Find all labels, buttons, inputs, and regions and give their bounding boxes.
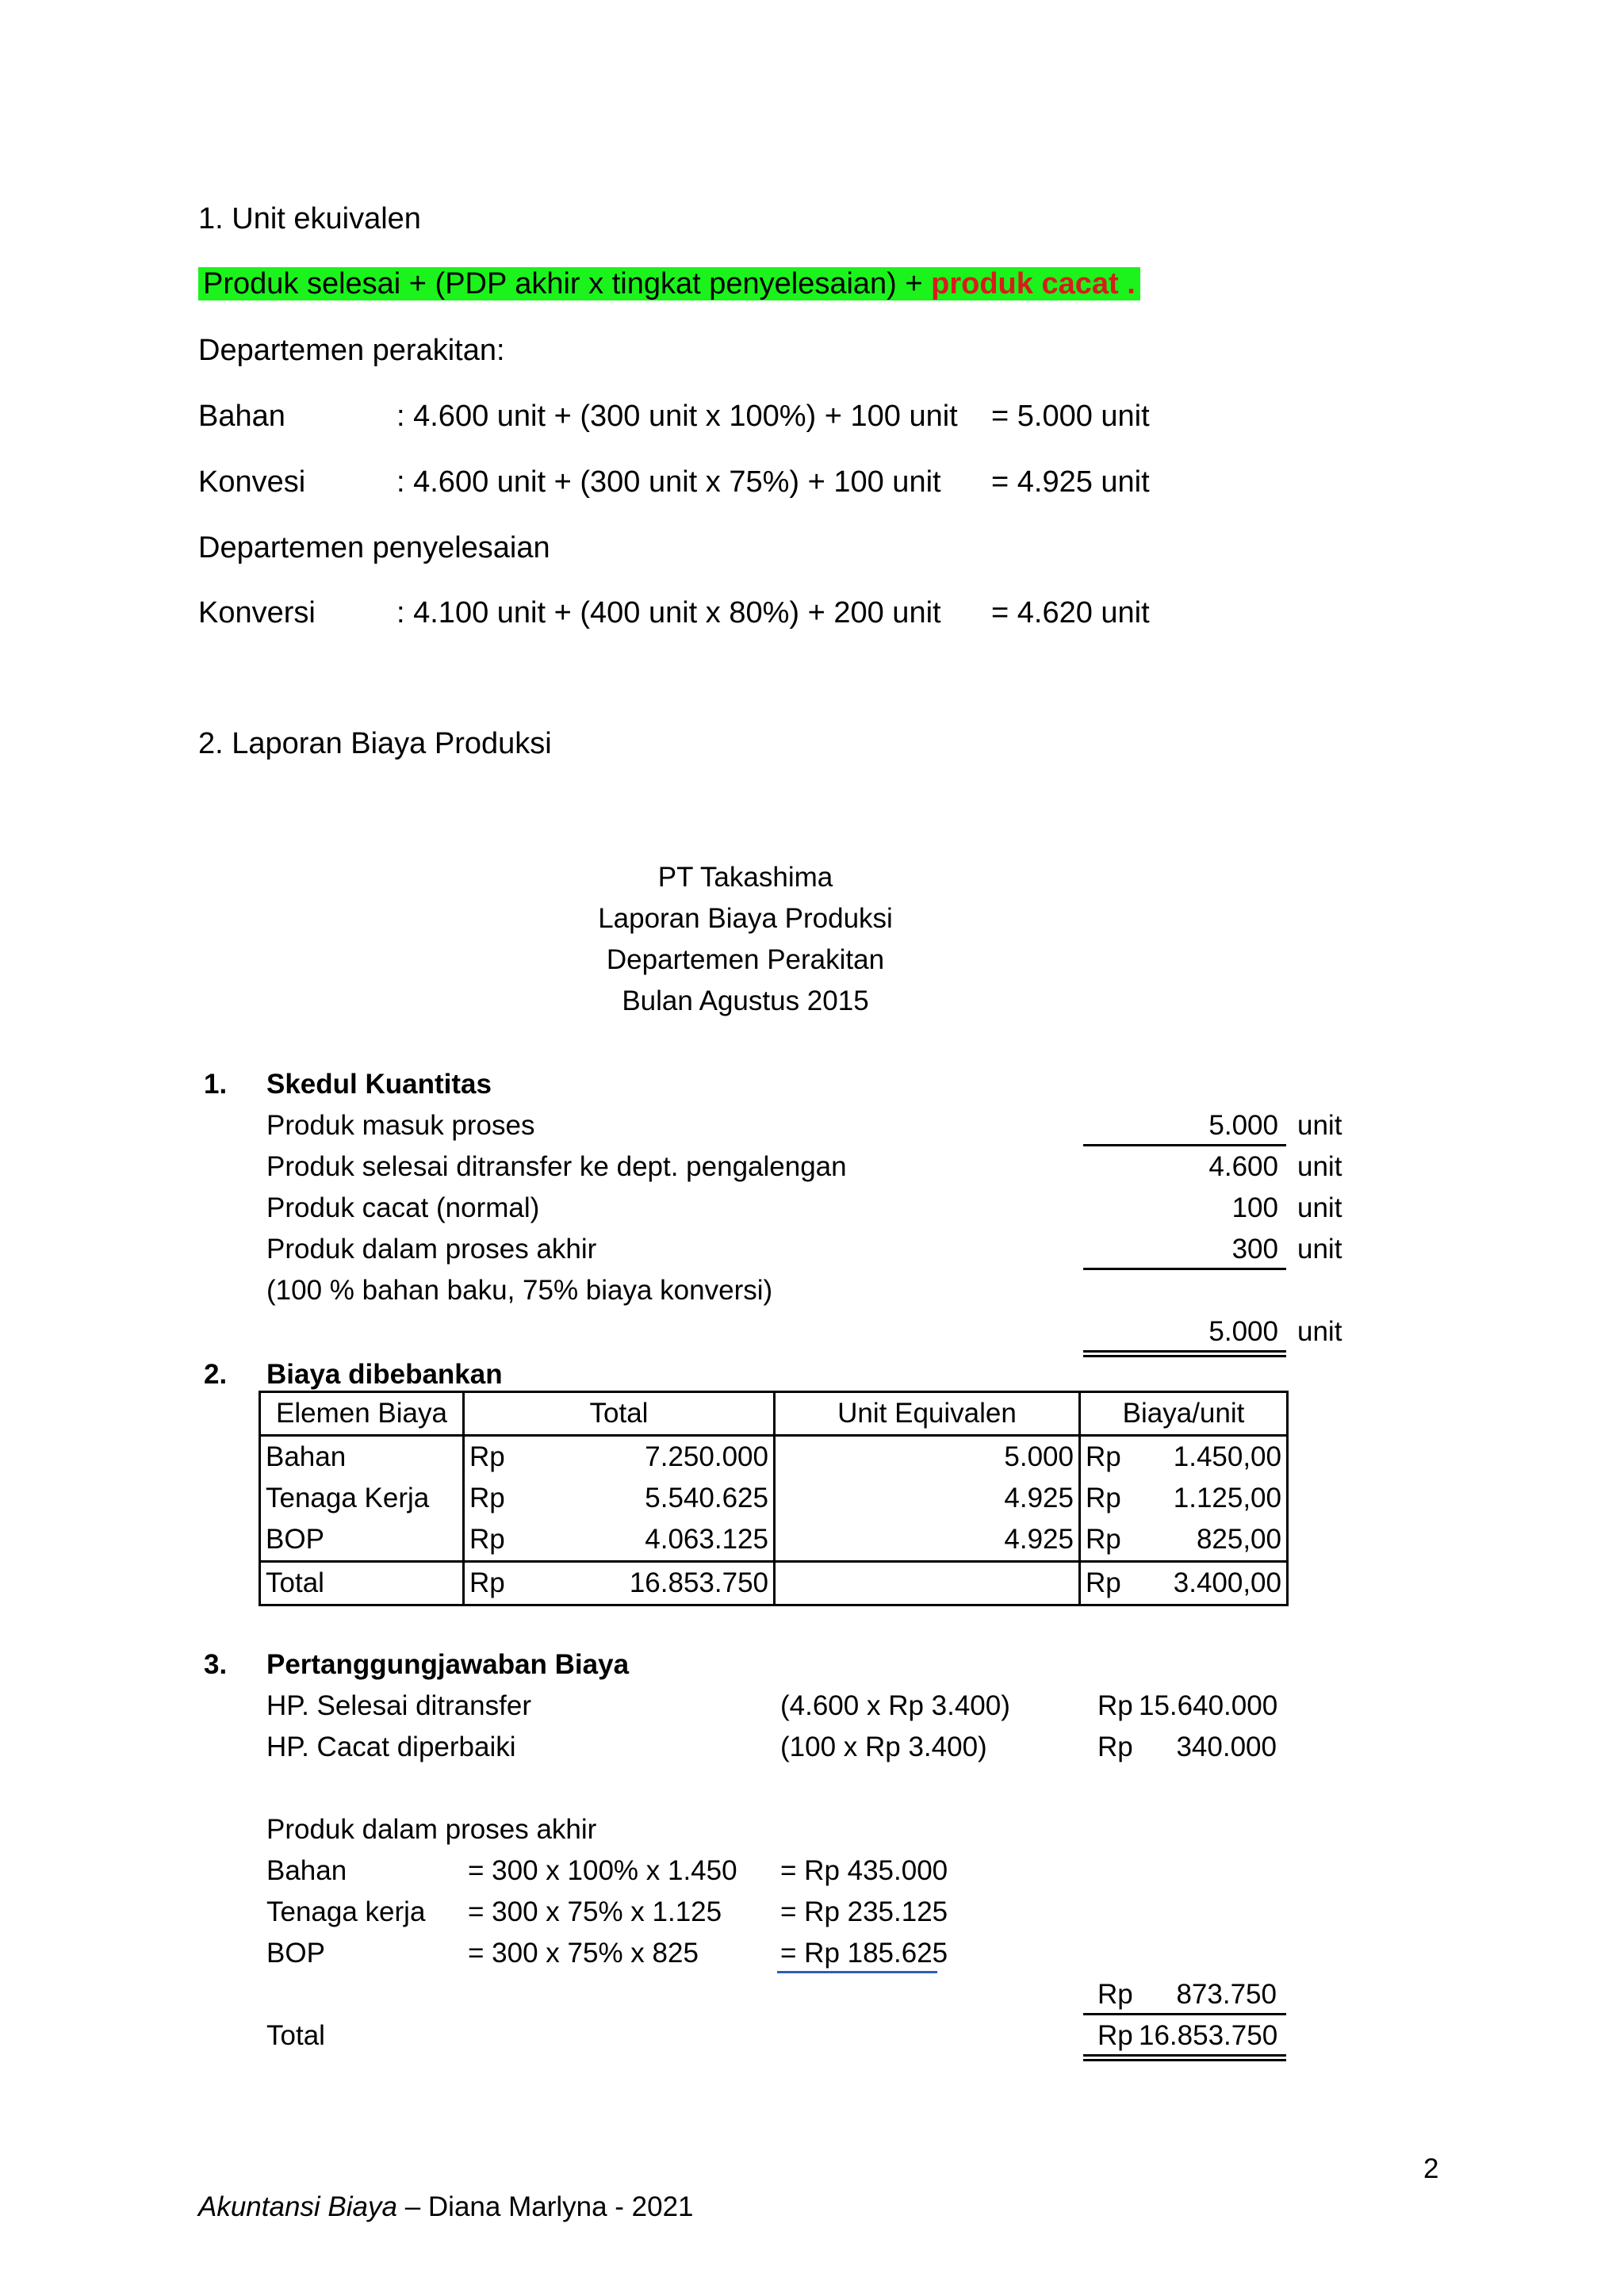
- cell-rp: Rp: [1086, 1441, 1121, 1472]
- wip-total-value: 873.750: [1176, 1979, 1277, 2010]
- formula-highlight: [198, 267, 1140, 300]
- cell-value: 5.540.625: [645, 1483, 768, 1513]
- formula-main: Produk selesai + (PDP akhir x tingkat penyelesaian) +: [203, 267, 932, 300]
- qty-note: (100 % bahan baku, 75% biaya konversi): [266, 1275, 773, 1306]
- wip-calc: = 300 x 100% x 1.450: [468, 1855, 737, 1886]
- cell-element: Tenaga Kerja: [260, 1478, 464, 1519]
- qty-label: Produk selesai ditransfer ke dept. pengalengan: [266, 1151, 847, 1182]
- cell-value: 3.400,00: [1173, 1567, 1281, 1598]
- dept-finishing-label: Departemen penyelesaian: [198, 531, 550, 564]
- table-row: [260, 1478, 1288, 1519]
- eu-expr-bahan: : 4.600 unit + (300 unit x 100%) + 100 unit: [396, 400, 958, 433]
- cell-value: 1.125,00: [1173, 1483, 1281, 1513]
- qty-unit: unit: [1297, 1110, 1342, 1141]
- cell-value: 4.063.125: [645, 1524, 768, 1555]
- table-row: [260, 1519, 1288, 1562]
- qty-total-value: 5.000: [1208, 1316, 1278, 1347]
- table-row: [260, 1436, 1288, 1479]
- cell-total: [464, 1436, 775, 1479]
- cell-value: 825,00: [1196, 1524, 1281, 1555]
- formula-defect: produk cacat .: [931, 267, 1136, 300]
- eu-label-bahan: Bahan: [198, 400, 285, 433]
- section2-title: 2. Laporan Biaya Produksi: [198, 727, 552, 760]
- wip-label: BOP: [266, 1938, 325, 1969]
- cell-cost: [1080, 1478, 1288, 1519]
- qty-value: 100: [1231, 1192, 1278, 1223]
- wip-title: Produk dalam proses akhir: [266, 1814, 597, 1845]
- grand-total-double-line: [1083, 2059, 1286, 2061]
- col-header: Elemen Biaya: [260, 1392, 464, 1436]
- col-header: Unit Equivalen: [775, 1392, 1080, 1436]
- cell-total: [464, 1478, 775, 1519]
- eu-label-konversi: Konversi: [198, 596, 316, 629]
- cell-value: 1.450,00: [1173, 1441, 1281, 1472]
- wip-calc: = 300 x 75% x 825: [468, 1938, 699, 1969]
- wip-label: Bahan: [266, 1855, 347, 1886]
- part2-number: 2.: [204, 1359, 228, 1390]
- cell-rp: Rp: [469, 1441, 505, 1472]
- wip-result: = Rp 235.125: [780, 1896, 948, 1927]
- qty-total-unit: unit: [1297, 1316, 1342, 1347]
- table-total-row: [260, 1562, 1288, 1605]
- eu-result-konvesi: = 4.925 unit: [991, 465, 1150, 499]
- resp-label: HP. Cacat diperbaiki: [266, 1732, 516, 1762]
- part2-title: Biaya dibebankan: [266, 1359, 503, 1390]
- qty-value: 5.000: [1208, 1110, 1278, 1141]
- report-period: Bulan Agustus 2015: [622, 985, 869, 1016]
- grand-total-rp: Rp: [1097, 2020, 1133, 2051]
- cell-value: 7.250.000: [645, 1441, 768, 1472]
- qty-label: Produk masuk proses: [266, 1110, 535, 1141]
- cell-eu: 4.925: [775, 1519, 1080, 1562]
- cell-element: Bahan: [260, 1436, 464, 1479]
- cell-eu: 5.000: [775, 1436, 1080, 1479]
- qty-total-double-line: [1083, 1350, 1286, 1353]
- cell-eu-empty: [775, 1562, 1080, 1605]
- resp-calc: (100 x Rp 3.400): [780, 1732, 987, 1762]
- resp-value: 15.640.000: [1139, 1690, 1278, 1721]
- wip-total-underline: [1083, 2013, 1286, 2015]
- footer-course: Akuntansi Biaya: [198, 2191, 397, 2222]
- qty-label: Produk cacat (normal): [266, 1192, 540, 1223]
- wip-result: = Rp 435.000: [780, 1855, 948, 1886]
- qty-unit: unit: [1297, 1192, 1342, 1223]
- cell-total: [464, 1519, 775, 1562]
- cell-rp: Rp: [1086, 1483, 1121, 1513]
- col-header: Biaya/unit: [1080, 1392, 1288, 1436]
- cell-rp: Rp: [1086, 1524, 1121, 1555]
- qty-value: 4.600: [1208, 1151, 1278, 1182]
- wip-result: = Rp 185.625: [780, 1938, 948, 1969]
- cell-rp: Rp: [469, 1524, 505, 1555]
- eu-label-konvesi: Konvesi: [198, 465, 306, 499]
- cell-cost: [1080, 1562, 1288, 1605]
- cell-cost: [1080, 1436, 1288, 1479]
- footer: [198, 2190, 694, 2225]
- report-title: Laporan Biaya Produksi: [598, 903, 893, 934]
- resp-calc: (4.600 x Rp 3.400): [780, 1690, 1010, 1721]
- footer-author: – Diana Marlyna - 2021: [396, 2191, 694, 2222]
- cell-eu: 4.925: [775, 1478, 1080, 1519]
- cell-rp: Rp: [469, 1567, 505, 1598]
- eu-expr-konvesi: : 4.600 unit + (300 unit x 75%) + 100 unit: [396, 465, 941, 499]
- col-header: Total: [464, 1392, 775, 1436]
- cell-cost: [1080, 1519, 1288, 1562]
- wip-label: Tenaga kerja: [266, 1896, 426, 1927]
- cell-total: [464, 1562, 775, 1605]
- resp-label: HP. Selesai ditransfer: [266, 1690, 531, 1721]
- qty-value: 300: [1231, 1234, 1278, 1265]
- report-department: Departemen Perakitan: [606, 944, 885, 975]
- grand-total-label: Total: [266, 2020, 325, 2051]
- cell-element: BOP: [260, 1519, 464, 1562]
- eu-result-konversi: = 4.620 unit: [991, 596, 1150, 629]
- qty-underline: [1083, 1144, 1286, 1146]
- cost-table: [259, 1391, 1289, 1606]
- wip-underline: [777, 1971, 937, 1973]
- qty-unit: unit: [1297, 1151, 1342, 1182]
- cell-element: Total: [260, 1562, 464, 1605]
- cell-value: 16.853.750: [629, 1567, 768, 1598]
- cell-rp: Rp: [1086, 1567, 1121, 1598]
- formula-line: [198, 266, 1140, 302]
- eu-expr-konversi: : 4.100 unit + (400 unit x 80%) + 200 unit: [396, 596, 941, 629]
- part3-number: 3.: [204, 1649, 228, 1680]
- cell-rp: Rp: [469, 1483, 505, 1513]
- part3-title: Pertanggungjawaban Biaya: [266, 1649, 630, 1680]
- cost-table-header: [260, 1392, 1288, 1436]
- part1-title: Skedul Kuantitas: [266, 1069, 492, 1100]
- qty-label: Produk dalam proses akhir: [266, 1234, 597, 1265]
- grand-total-double-line: [1083, 2054, 1286, 2057]
- qty-unit: unit: [1297, 1234, 1342, 1265]
- report-company: PT Takashima: [657, 862, 833, 893]
- dept-assembly-label: Departemen perakitan:: [198, 334, 505, 367]
- eu-result-bahan: = 5.000 unit: [991, 400, 1150, 433]
- part1-number: 1.: [204, 1069, 228, 1100]
- wip-total-rp: Rp: [1097, 1979, 1133, 2010]
- qty-underline: [1083, 1268, 1286, 1270]
- resp-value: 340.000: [1176, 1732, 1277, 1762]
- resp-rp: Rp: [1097, 1732, 1133, 1762]
- grand-total-value: 16.853.750: [1139, 2020, 1278, 2051]
- section1-title: 1. Unit ekuivalen: [198, 202, 421, 235]
- page-number: 2: [1423, 2153, 1439, 2184]
- qty-total-double-line: [1083, 1355, 1286, 1357]
- wip-calc: = 300 x 75% x 1.125: [468, 1896, 722, 1927]
- resp-rp: Rp: [1097, 1690, 1133, 1721]
